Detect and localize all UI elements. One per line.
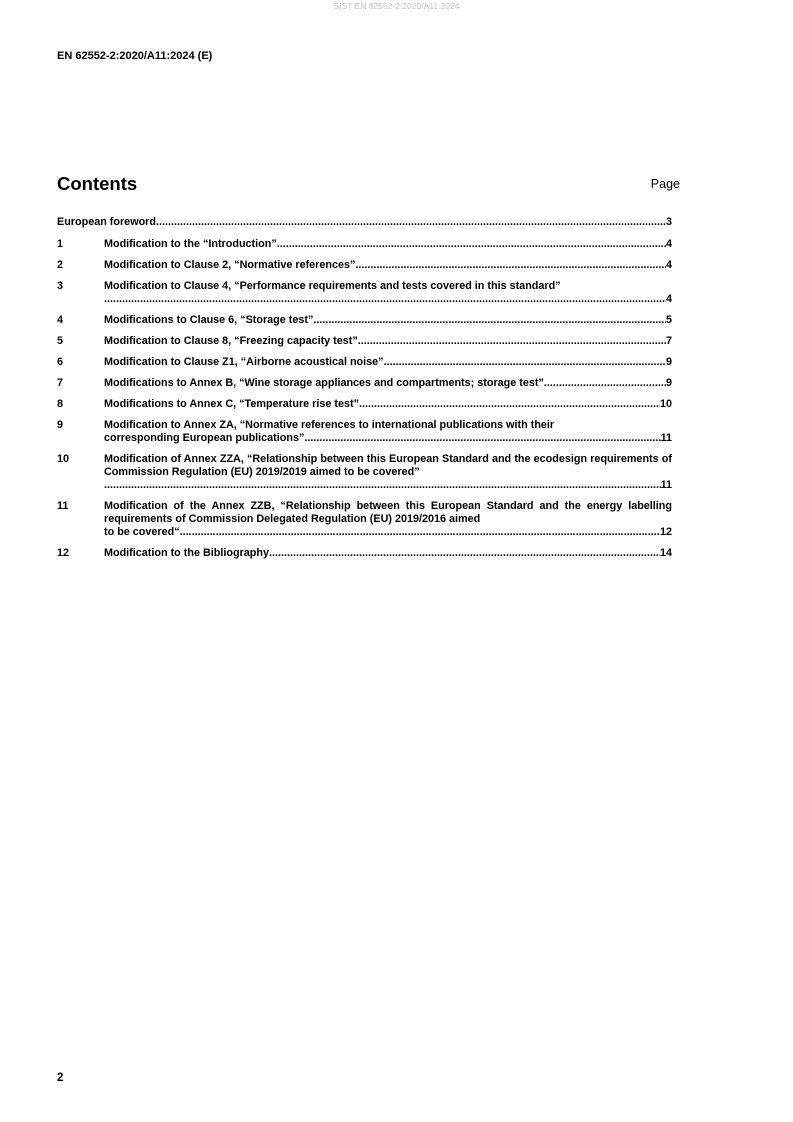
toc-entry-title: Modification to Clause 2, “Normative references” <box>104 259 356 271</box>
dot-leader <box>304 432 660 445</box>
toc-entry-10[interactable] <box>57 453 672 492</box>
toc-entry-title-end: to be covered“ <box>104 526 180 538</box>
dot-leader <box>359 398 660 411</box>
dot-leader <box>313 314 666 327</box>
toc-page-number: 4 <box>665 238 672 250</box>
toc-entry-title: Modification of the Annex ZZB, “Relationship between this European Standard and the energy labelling requirements of Commission Delegated Regulation (EU) 2019/2016 aimed <box>104 500 672 525</box>
toc-page-number: 11 <box>660 479 672 491</box>
toc-entry-number: 9 <box>57 419 64 431</box>
toc-page-number: 12 <box>659 526 672 538</box>
table-of-contents <box>57 216 672 568</box>
dot-leader <box>544 377 666 390</box>
toc-page-number: 4 <box>665 259 672 271</box>
toc-entry-title: Modification to the Bibliography <box>104 547 269 559</box>
watermark: SIST EN 62552-2:2020/A11:2024 <box>333 1 460 11</box>
toc-page-number: 7 <box>665 335 672 347</box>
toc-entry-5[interactable] <box>57 335 672 348</box>
dot-leader <box>180 526 660 539</box>
toc-entry-number: 5 <box>57 335 64 347</box>
toc-entry-title: Modification to the “Introduction” <box>104 238 277 250</box>
document-id: EN 62552-2:2020/A11:2024 (E) <box>57 50 213 62</box>
toc-entry-11[interactable] <box>57 500 672 539</box>
toc-entry-title: Modifications to Annex B, “Wine storage appliances and compartments; storage test” <box>104 377 544 389</box>
toc-entry-number: 7 <box>57 377 64 389</box>
dot-leader <box>104 479 661 492</box>
toc-entry-3[interactable] <box>57 280 672 306</box>
contents-title: Contents <box>57 173 138 194</box>
toc-entry-title: Modification to Annex ZA, “Normative references to international publications with their <box>104 419 555 431</box>
dot-leader <box>269 547 660 560</box>
toc-entry-4[interactable] <box>57 314 672 327</box>
toc-entry-number: 10 <box>57 453 70 465</box>
toc-entry-number: 6 <box>57 356 64 368</box>
toc-page-number: 3 <box>665 216 672 228</box>
toc-entry-9[interactable] <box>57 419 672 445</box>
toc-entry-number: 12 <box>57 547 70 559</box>
toc-page-number: 5 <box>665 314 672 326</box>
toc-page-number: 9 <box>665 377 672 389</box>
toc-entry-2[interactable] <box>57 259 672 272</box>
toc-entry-number: 2 <box>57 259 64 271</box>
toc-page-number: 10 <box>659 398 672 410</box>
dot-leader <box>358 335 666 348</box>
toc-entry-8[interactable] <box>57 398 672 411</box>
toc-entry-12[interactable] <box>57 547 672 560</box>
toc-entry-1[interactable] <box>57 238 672 251</box>
toc-entry-number: 11 <box>57 500 69 512</box>
toc-entry-title: Modifications to Clause 6, “Storage test” <box>104 314 314 326</box>
toc-entry-number: 8 <box>57 398 64 410</box>
toc-entry-number: 3 <box>57 280 64 292</box>
toc-entry-title: Modifications to Annex C, “Temperature rise test” <box>104 398 359 410</box>
toc-entry-number: 4 <box>57 314 64 326</box>
dot-leader <box>384 356 666 369</box>
dot-leader <box>355 259 666 272</box>
toc-page-number: 4 <box>665 293 672 305</box>
page-number: 2 <box>57 1072 64 1084</box>
toc-entry-title: Modification to Clause 8, “Freezing capacity test” <box>104 335 358 347</box>
toc-entry-title: European foreword <box>57 216 156 228</box>
toc-entry-6[interactable] <box>57 356 672 369</box>
toc-page-number: 14 <box>659 547 672 559</box>
toc-entry-title-end: corresponding European publications” <box>104 432 305 444</box>
toc-entry-title: Modification to Clause 4, “Performance requirements and tests covered in this standard” <box>104 280 561 292</box>
dot-leader <box>277 238 666 251</box>
toc-page-number: 11 <box>660 432 672 444</box>
toc-entry-7[interactable] <box>57 377 672 390</box>
toc-entry-title: Modification of Annex ZZA, “Relationship between this European Standard and the ecodesign requirements of Commission Regulation (EU) 2019/2019 aimed to be covered” <box>104 453 672 478</box>
toc-entry-number: 1 <box>57 238 64 250</box>
dot-leader <box>104 293 666 306</box>
toc-page-number: 9 <box>665 356 672 368</box>
dot-leader <box>156 216 666 229</box>
page-column-label: Page <box>650 177 680 191</box>
toc-entry-foreword[interactable] <box>57 216 672 229</box>
toc-entry-title: Modification to Clause Z1, “Airborne acoustical noise” <box>104 356 384 368</box>
